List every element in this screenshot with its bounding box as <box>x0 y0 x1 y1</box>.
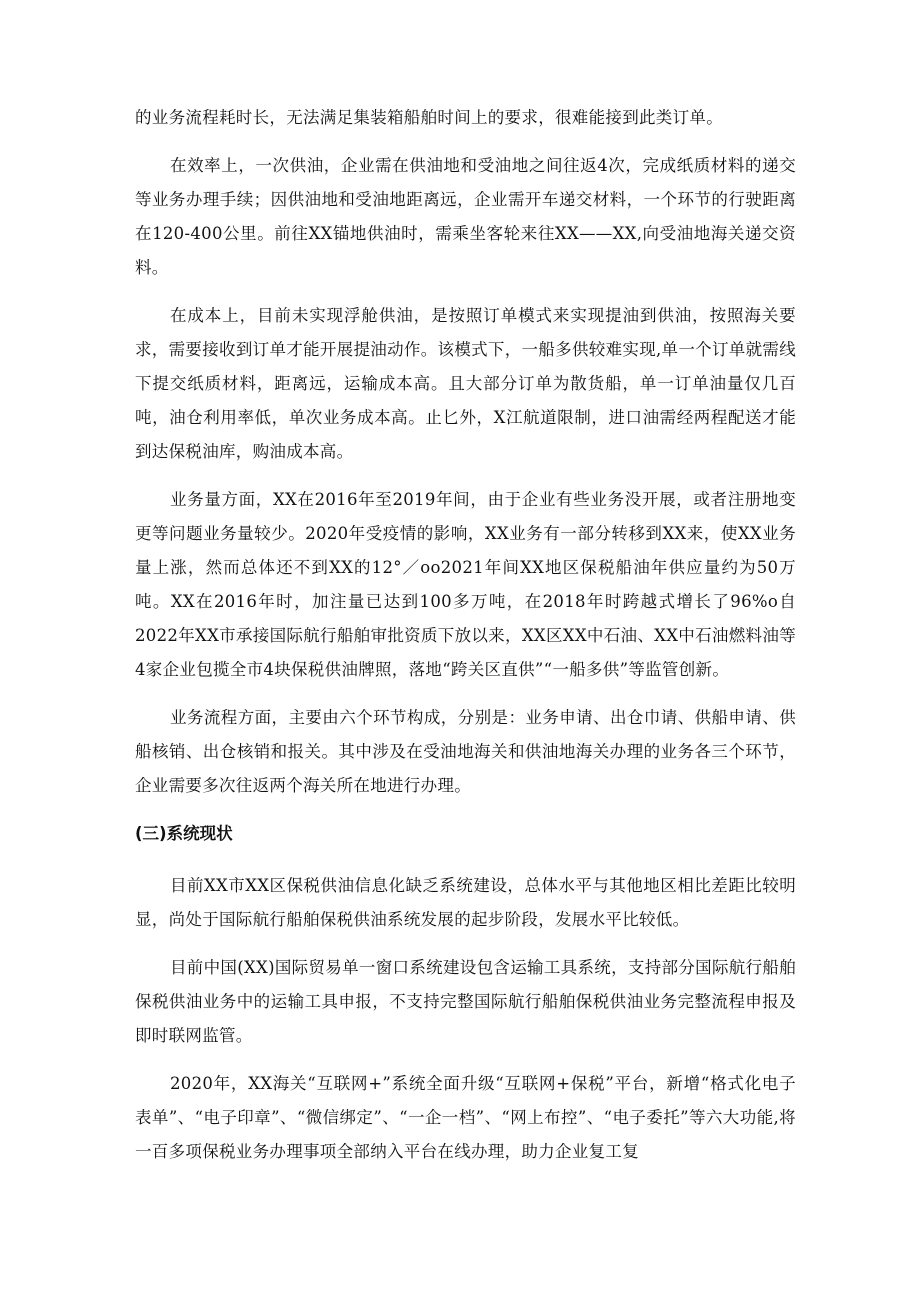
section-heading: (三)系统现状 <box>135 824 233 843</box>
paragraph-efficiency: 在效率上，一次供油，企业需在供油地和受油地之间往返4次，完成纸质材料的递交等业务办理手续；因供油地和受油地距离远，企业需开车递交材料，一个环节的行驶距离在120-400公里。前往XX锚地供油时，需乘坐客轮来往XX——XX,向受油地海关递交资料。 <box>135 156 796 277</box>
paragraph-internet-plus: 2020年，XX海关“互联网+”系统全面升级“互联网+保税”平台，新增“格式化电子表单”、“电子印章”、“微信绑定”、“一企一档”、“网上布控”、“电子委托”等六大功能,将一百多项保税业务办理事项全部纳入平台在线办理，助力企业复工复 <box>135 1074 796 1161</box>
paragraph-system-status: 目前XX市XX区保税供油信息化缺乏系统建设，总体水平与其他地区相比差距比较明显，尚处于国际航行船舶保税供油系统发展的起步阶段，发展水平比较低。 <box>135 876 796 929</box>
paragraph-business-volume: 业务量方面，XX在2016年至2019年间，由于企业有些业务没开展，或者注册地变更等问题业务量较少。2020年受疫情的影响，XX业务有一部分转移到XX来，使XX业务量上涨，然而总体还不到XX的12°／oo2021年间XX地区保税船油年供应量约为50万吨。XX在2016年时，加注量已达到100多万吨，在2018年时跨越式增长了96%o自2022年XX市承接国际航行船舶审批资质下放以来，XX区XX中石油、XX中石油燃料油等4家企业包揽全市4块保税供油牌照，落地“跨关区直供”“一船多供”等监管创新。 <box>135 490 796 679</box>
paragraph-business-process: 业务流程方面，主要由六个环节构成，分别是：业务申请、出仓巾请、供船申请、供船核销、出仓核销和报关。其中涉及在受油地海关和供油地海关办理的业务各三个环节，企业需要多次往返两个海关所在地进行办理。 <box>135 708 796 795</box>
paragraph-single-window: 目前中国(XX)国际贸易单一窗口系统建设包含运输工具系统，支持部分国际航行船舶保税供油业务中的运输工具申报，不支持完整国际航行船舶保税供油业务完整流程申报及即时联网监管。 <box>135 958 796 1045</box>
paragraph-continuation: 的业务流程耗时长，无法满足集装箱船舶时间上的要求，很难能接到此类订单。 <box>135 108 723 127</box>
paragraph-cost: 在成本上，目前未实现浮舱供油，是按照订单模式来实现提油到供油，按照海关要求，需要接收到订单才能开展提油动作。该模式下，一船多供较难实现,单一个订单就需线下提交纸质材料，距离远，运输成本高。且大部分订单为散货船，单一订单油量仅几百吨，油仓利用率低，单次业务成本高。止匕外，X江航道限制，进口油需经两程配送才能到达保税油库，购油成本高。 <box>135 306 796 461</box>
